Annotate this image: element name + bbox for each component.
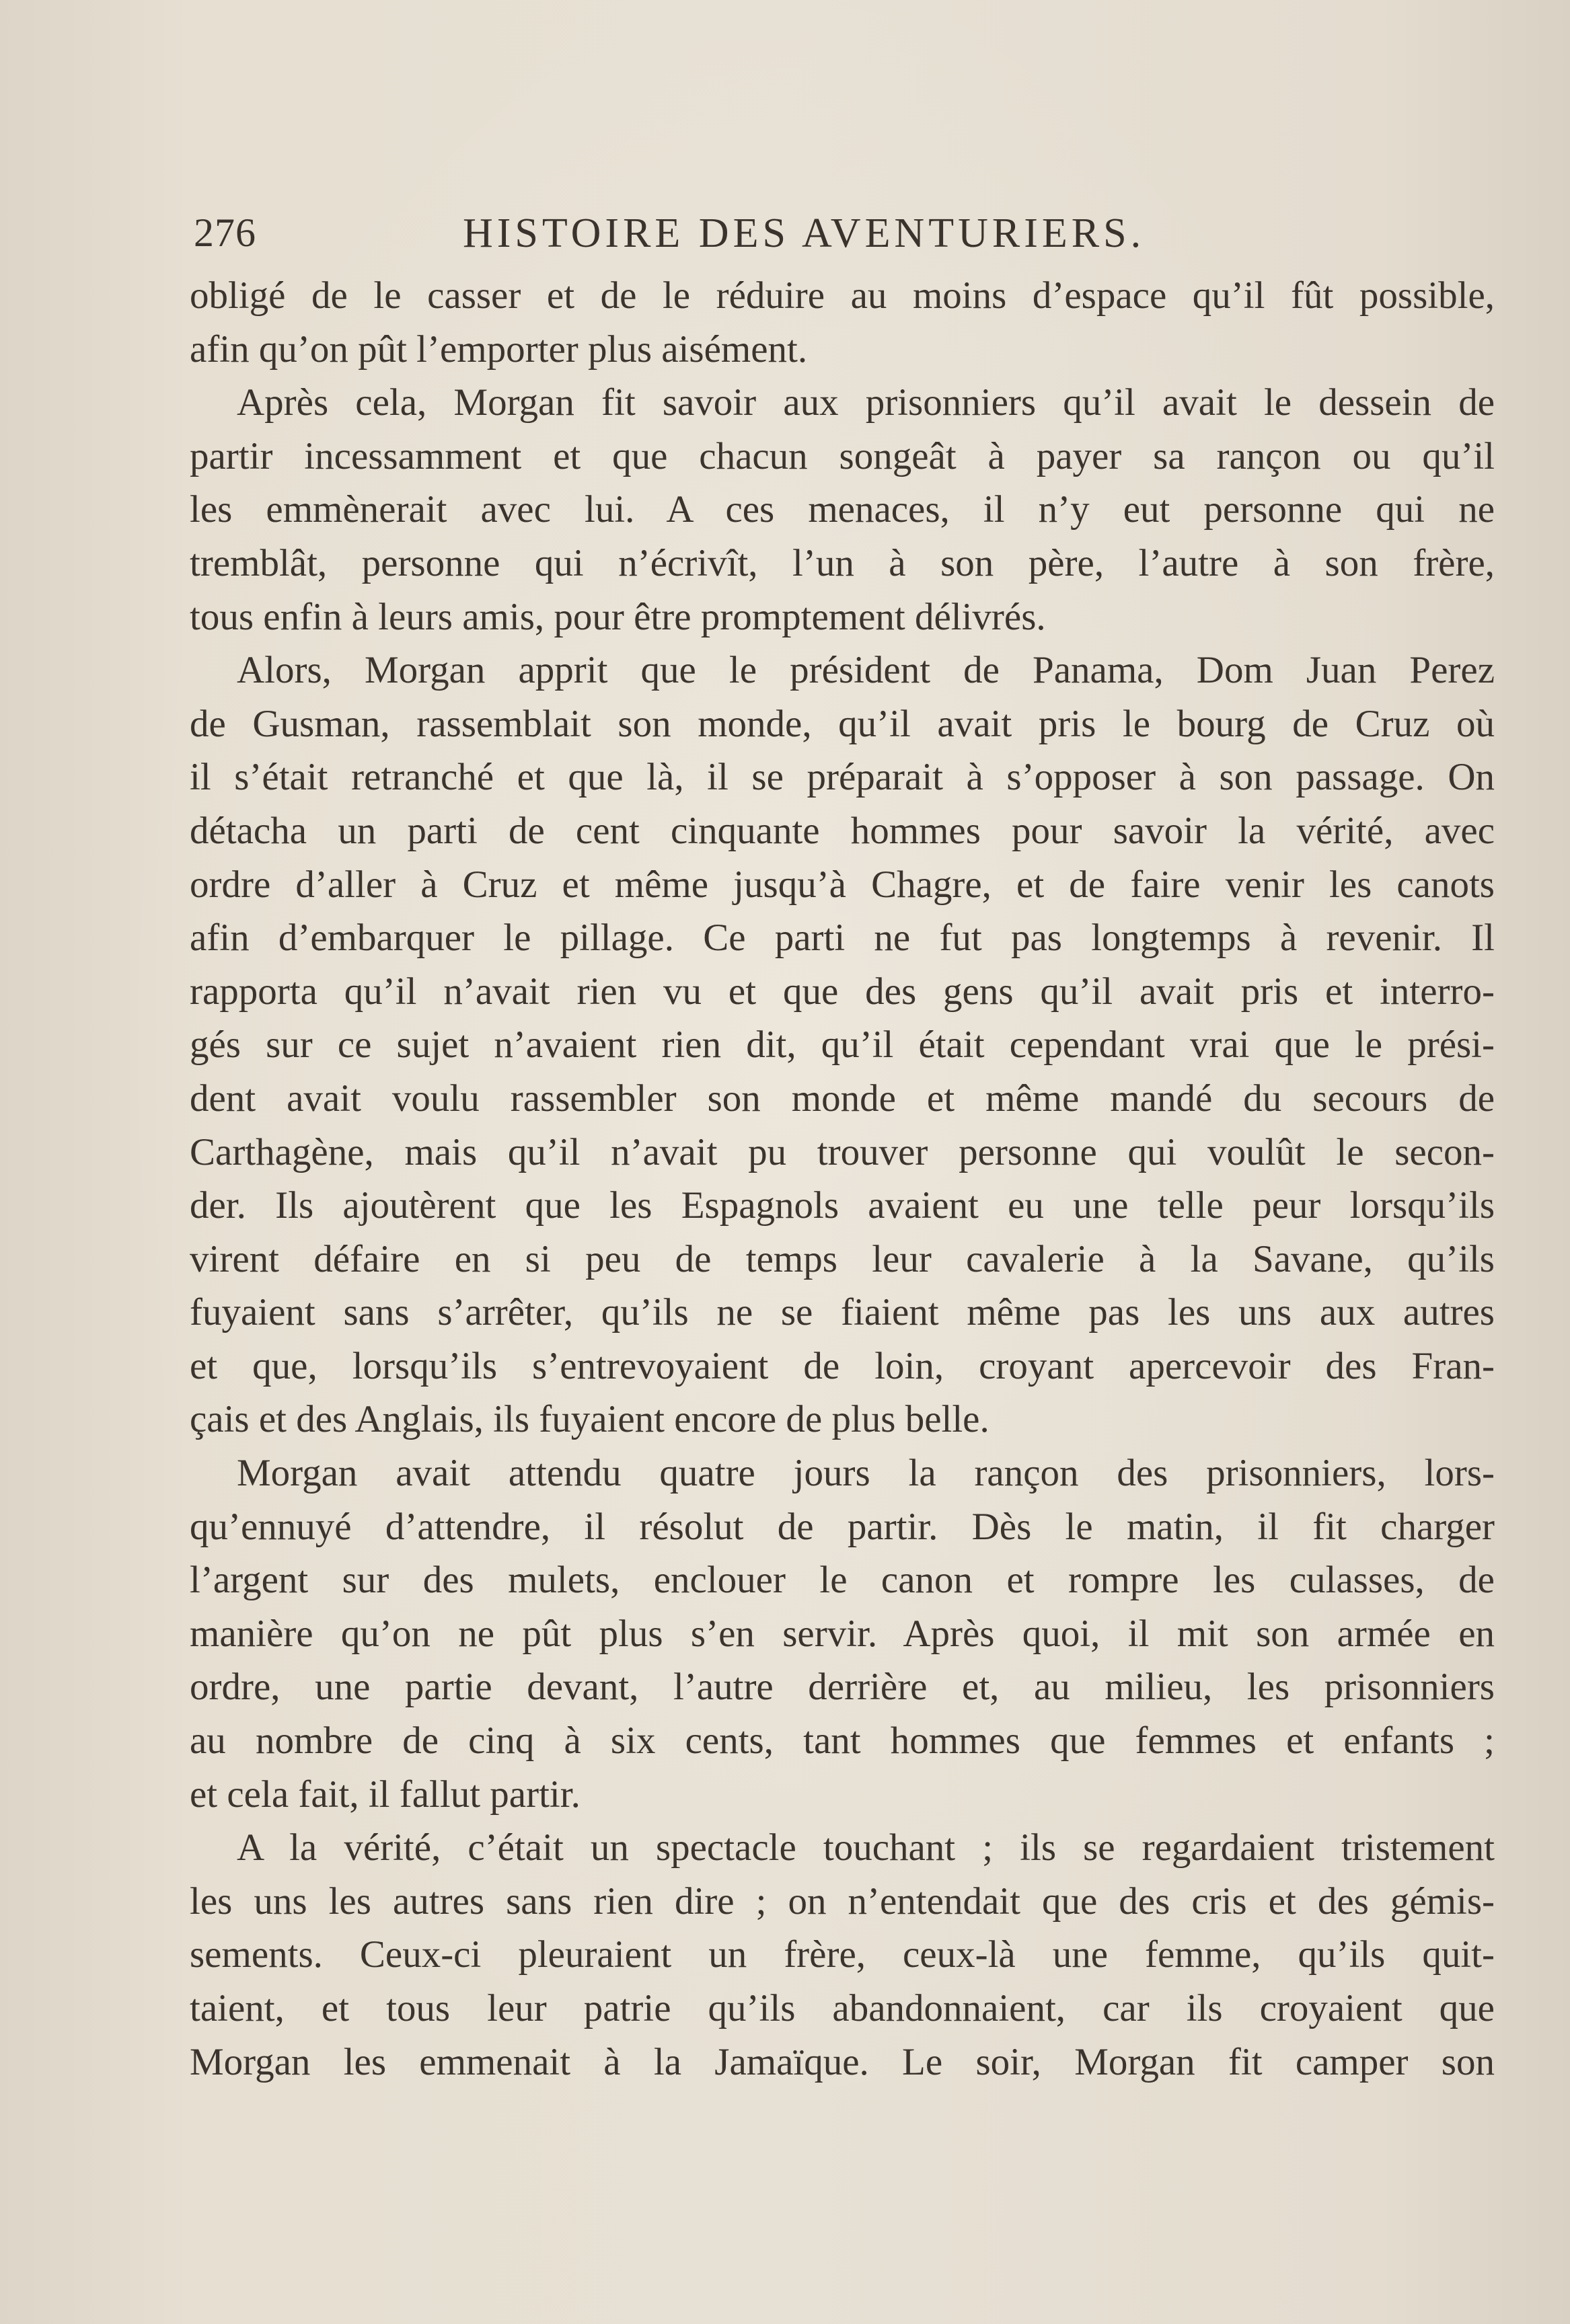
text-line: taient, et tous leur patrie qu’ils abandonnaient, car ils croyaient que <box>190 1987 1495 2029</box>
text-line: et que, lorsqu’ils s’entrevoyaient de loin, croyant apercevoir des Fran- <box>190 1344 1495 1387</box>
text-line: partir incessamment et que chacun songeât à payer sa rançon ou qu’il <box>190 434 1495 477</box>
text-line: Morgan les emmenait à la Jamaïque. Le soir, Morgan fit camper son <box>190 2040 1495 2083</box>
text-line: et cela fait, il fallut partir. <box>190 1773 581 1816</box>
running-title: HISTOIRE DES AVENTURIERS. <box>463 210 1146 256</box>
text-line: obligé de le casser et de le réduire au moins d’espace qu’il fût possible, <box>190 274 1495 317</box>
text-line: der. Ils ajoutèrent que les Espagnols avaient eu une telle peur lorsqu’ils <box>190 1184 1495 1227</box>
text-line: de Gusman, rassemblait son monde, qu’il avait pris le bourg de Cruz où <box>190 702 1495 745</box>
text-line: qu’ennuyé d’attendre, il résolut de partir. Dès le matin, il fit charger <box>190 1505 1495 1548</box>
text-line: ordre, une partie devant, l’autre derrière et, au milieu, les prisonniers <box>190 1666 1495 1709</box>
text-line: Après cela, Morgan fit savoir aux prisonniers qu’il avait le dessein de <box>237 381 1495 424</box>
text-line: gés sur ce sujet n’avaient rien dit, qu’il était cependant vrai que le prési- <box>190 1023 1495 1067</box>
text-line: fuyaient sans s’arrêter, qu’ils ne se fiaient même pas les uns aux autres <box>190 1291 1495 1334</box>
text-line: manière qu’on ne pût plus s’en servir. Après quoi, il mit son armée en <box>190 1612 1495 1655</box>
body-text <box>190 269 1501 2089</box>
text-line: Alors, Morgan apprit que le président de Panama, Dom Juan Perez <box>237 649 1495 692</box>
text-line: les emmènerait avec lui. A ces menaces, il n’y eut personne qui ne <box>190 488 1495 531</box>
text-line: A la vérité, c’était un spectacle touchant ; ils se regardaient tristement <box>237 1826 1495 1869</box>
text-line: sements. Ceux-ci pleuraient un frère, ceux-là une femme, qu’ils quit- <box>190 1933 1495 1976</box>
text-line: Morgan avait attendu quatre jours la rançon des prisonniers, lors- <box>237 1452 1495 1495</box>
text-line: au nombre de cinq à six cents, tant hommes que femmes et enfants ; <box>190 1719 1495 1763</box>
text-line: l’argent sur des mulets, enclouer le canon et rompre les culasses, de <box>190 1559 1495 1602</box>
text-line: tous enfin à leurs amis, pour être promptement délivrés. <box>190 595 1046 638</box>
text-line: virent défaire en si peu de temps leur cavalerie à la Savane, qu’ils <box>190 1237 1495 1280</box>
text-line: détacha un parti de cent cinquante hommes pour savoir la vérité, avec <box>190 809 1495 852</box>
text-line: les uns les autres sans rien dire ; on n’entendait que des cris et des gémis- <box>190 1880 1495 1923</box>
page-header <box>194 210 1223 270</box>
text-line: rapporta qu’il n’avait rien vu et que des gens qu’il avait pris et interro- <box>190 970 1495 1013</box>
text-line: ordre d’aller à Cruz et même jusqu’à Chagre, et de faire venir les canots <box>190 863 1495 906</box>
text-line: dent avait voulu rassembler son monde et même mandé du secours de <box>190 1077 1495 1120</box>
text-line: çais et des Anglais, ils fuyaient encore de plus belle. <box>190 1398 989 1441</box>
text-line: tremblât, personne qui n’écrivît, l’un à son père, l’autre à son frère, <box>190 541 1495 584</box>
text-line: Carthagène, mais qu’il n’avait pu trouver personne qui voulût le secon- <box>190 1130 1495 1173</box>
text-line: afin d’embarquer le pillage. Ce parti ne fut pas longtemps à revenir. Il <box>190 917 1495 960</box>
page-number: 276 <box>194 210 256 255</box>
text-line: afin qu’on pût l’emporter plus aisément. <box>190 327 808 371</box>
text-line: il s’était retranché et que là, il se préparait à s’opposer à son passage. On <box>190 756 1495 799</box>
